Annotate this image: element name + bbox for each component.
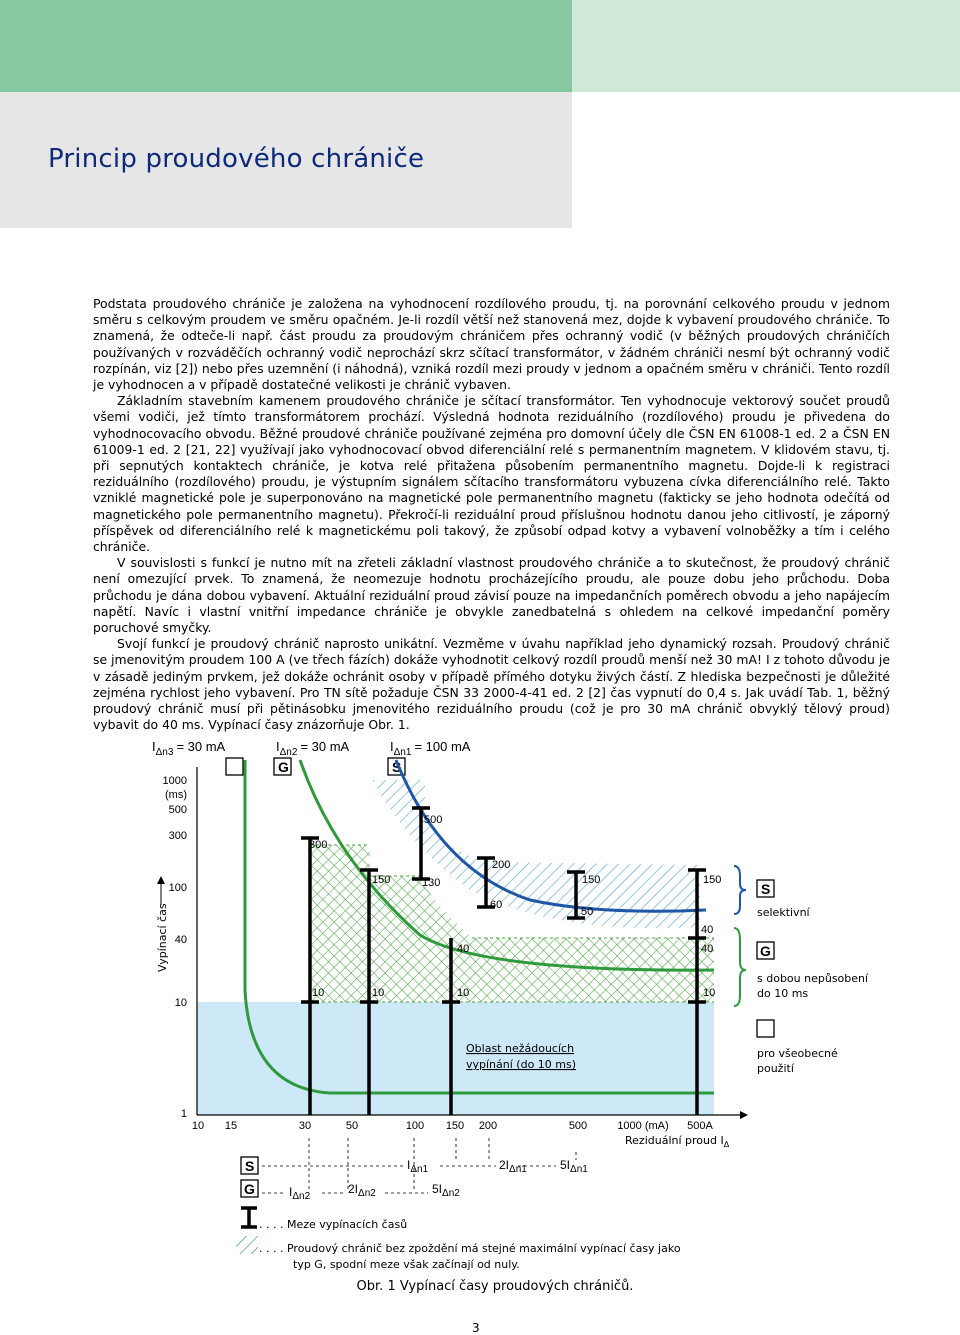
paragraph-4: Svojí funkcí je proudový chránič naprosto unikátní. Vezměme v úvahu například jeho dynamický rozsah. Proudový chránič se jmenovitým proudem 100 A (ve třech fázích) dokáže vyhodnotit celkový rozdíl proudů menší než 30 mA! I z tohoto důvodu je v zásadě jediným prvkem, jež dokáže ochránit osoby v případě přímého dotyku živých částí. Z hlediska bezpečnosti je důležité zejména rychlost jeho vybavení. Pro TN sítě požaduje ČSN 33 2000-4-41 ed. 2 [2] čas vypnutí do 0,4 s. Jak uvádí Tab. 1, běžný proudový chránič musí při pětinásobku jmenovitého reziduálního proudu (což je pro 30 mA chránič obvyklý tělový proud) vybavit do 40 ms. Vypínací časy znázorňuje Obr. 1. bbox=[93, 636, 890, 733]
header-band bbox=[0, 0, 960, 228]
tripping-time-chart bbox=[0, 730, 960, 1290]
point-label: 500 bbox=[424, 814, 443, 826]
unwanted-trip-zone bbox=[197, 1002, 714, 1115]
g-mult-2: $2I_{\Delta n2}$ bbox=[348, 1182, 376, 1199]
point-label: 200 bbox=[492, 859, 511, 871]
x-tick-1000ma: 1000 (mA) bbox=[617, 1120, 669, 1132]
x-tick-100: 100 bbox=[405, 1120, 425, 1132]
key-hatch-text-2: typ G, spodní meze však začínají od nuly. bbox=[293, 1258, 520, 1271]
g-mult-1: $I_{\Delta n2}$ bbox=[289, 1185, 311, 1202]
legend-g-label-1: s dobou nepůsobení bbox=[757, 972, 869, 985]
g-brace bbox=[734, 928, 746, 1006]
y-tick-ms: (ms) bbox=[165, 789, 187, 801]
y-tick-10: 10 bbox=[174, 997, 187, 1009]
x-tick-500a: 500A bbox=[687, 1120, 713, 1132]
point-label: 40 bbox=[701, 924, 714, 936]
label-idn1: $I_{\Delta n1} = 100$ mA bbox=[390, 739, 471, 758]
y-axis-arrow-icon bbox=[157, 876, 165, 884]
y-tick-500: 500 bbox=[168, 804, 187, 816]
header-lightgreen-bar bbox=[572, 0, 960, 92]
point-label: 150 bbox=[703, 874, 722, 886]
y-tick-300: 300 bbox=[168, 830, 187, 842]
box-general-icon bbox=[226, 758, 243, 775]
paragraph-1: Podstata proudového chrániče je založena na vyhodnocení rozdílového proudu, tj. na porovnání celkového proudu v jednom směru s celkovým proudem ve směru opačném. Je-li rozdíl větší než stanovená mez, dojde k vybavení proudového chrániče. To znamená, že odteče-li např. část proudu za proudovým chráničem přes ochranný vodič (v běžných proudových chráničích používaných v rozváděčích ochranný vodič neprochází skrz sčítací transformátor, v žádném chrániči nesmí být ochranný vodič rozpínán, viz [2]) nebo přes uzemnění (i náhodná), vzniká rozdíl mezi proudy v jednom a opačném směru v chrániči. Tento rozdíl je vyhodnocen a v případě dostatečné velikosti je chránič vybaven. bbox=[93, 296, 890, 393]
bottom-g-letter: G bbox=[244, 1181, 255, 1197]
x-tick-150: 150 bbox=[445, 1120, 465, 1132]
x-tick-50: 50 bbox=[345, 1120, 359, 1132]
figure-caption: Obr. 1 Vypínací časy proudových chráničů. bbox=[356, 1279, 634, 1294]
tripping-time-figure bbox=[0, 730, 960, 1290]
label-idn3: $I_{\Delta n3} = 30$ mA bbox=[152, 739, 226, 758]
point-label: 130 bbox=[422, 877, 441, 889]
legend-general-label-1: pro všeobecné bbox=[757, 1047, 838, 1060]
s-mult-2: $2I_{\Delta n1}$ bbox=[499, 1158, 527, 1175]
point-label: 150 bbox=[582, 874, 601, 886]
box-s-letter: S bbox=[392, 759, 402, 775]
page-title: Princip proudového chrániče bbox=[48, 144, 425, 174]
y-tick-100: 100 bbox=[168, 882, 187, 894]
paragraph-3: V souvislosti s funkcí je nutno mít na zřeteli základní vlastnost proudového chrániče a to skutečnost, že proudový chránič není omezující prvek. To znamená, že neomezuje hodnotu procházejícího proudu, ale pouze dobu jeho průchodu. Doba průchodu je dána dobou vybavení. Aktuální reziduální proud závisí pouze na impedančních poměrech obvodu a jeho napájecím napětí. Navíc i vlastní vnitřní impedance chrániče je obvykle zanedbatelná s ohledem na celkové impedanční poměry poruchové smyčky. bbox=[93, 555, 890, 636]
legend-general-label-2: použití bbox=[757, 1062, 794, 1075]
point-label: 10 bbox=[312, 987, 325, 999]
legend-general-icon bbox=[757, 1020, 774, 1037]
bottom-s-letter: S bbox=[245, 1158, 255, 1174]
s-mult-3: $5I_{\Delta n1}$ bbox=[560, 1158, 588, 1175]
point-label: 60 bbox=[490, 899, 503, 911]
x-tick-15: 15 bbox=[224, 1120, 238, 1132]
point-label: 150 bbox=[372, 874, 391, 886]
point-label: 40 bbox=[701, 943, 714, 955]
point-label: 10 bbox=[457, 987, 470, 999]
key-hatch-text-1: . . . . Proudový chránič bez zpoždění má stejné maximální vypínací časy jako bbox=[259, 1242, 681, 1255]
s-mult-1: $I_{\Delta n1}$ bbox=[407, 1158, 429, 1175]
point-label: 10 bbox=[703, 987, 716, 999]
legend-g-label-2: do 10 ms bbox=[757, 987, 809, 1000]
point-label: 10 bbox=[372, 987, 385, 999]
x-tick-200: 200 bbox=[478, 1120, 498, 1132]
point-label: 40 bbox=[457, 943, 470, 955]
key-limits-text: . . . . Meze vypínacích časů bbox=[259, 1218, 408, 1231]
y-axis-label: Vypínací čas bbox=[156, 903, 169, 972]
point-label: 50 bbox=[581, 906, 594, 918]
paragraph-2: Základním stavebním kamenem proudového chrániče je sčítací transformátor. Ten vyhodnocuje vektorový součet proudů všemi vodiči, jež tímto transformátorem prochází. Výsledná hodnota reziduálního (rozdílového) proudu je přivedena do vyhodnocovacího obvodu. Běžné proudové chrániče používané zejména pro domovní účely dle ČSN EN 61008-1 ed. 2 a ČSN EN 61009-1 ed. 2 [21, 22] využívají jako vyhodnocovací obvod diferenciální relé s permanentním magnetem. V klidovém stavu, tj. při sepnutých kontaktech chrániče, je kotva relé přitažena působením permanentního magnetu. Dojde-li k registraci reziduálního (rozdílového) proudu, je výstupním signálem sčítacího transformátoru vybuzena cívka diferenciálního relé. Takto vzniklé magnetické pole je superponováno na magnetické pole permanentního magnetu (fakticky se jeho hodnota odečítá od magnetického pole permanentního magnetu). Překročí-li reziduální proud příslušnou hodnotu danou jeho citlivostí, je záporný příspěvek od diferenciálního relé k magnetickému poli takový, že způsobí odpad kotvy a vybavení volnoběžky a tím i celého chrániče. bbox=[93, 393, 890, 555]
y-tick-1: 1 bbox=[180, 1108, 187, 1120]
legend-s-label: selektivní bbox=[757, 906, 810, 919]
body-text bbox=[93, 296, 890, 733]
x-tick-10: 10 bbox=[191, 1120, 205, 1132]
x-axis-arrow-icon bbox=[740, 1111, 748, 1119]
legend-g-letter: G bbox=[760, 943, 771, 959]
region-label-line1: Oblast nežádoucích bbox=[466, 1042, 575, 1055]
page-number: 3 bbox=[472, 1321, 480, 1335]
box-g-letter: G bbox=[278, 759, 289, 775]
key-limit-icon bbox=[241, 1208, 257, 1227]
legend-s-letter: S bbox=[761, 881, 771, 897]
g-mult-3: $5I_{\Delta n2}$ bbox=[432, 1182, 460, 1199]
header-green-bar bbox=[0, 0, 572, 92]
x-tick-500: 500 bbox=[568, 1120, 588, 1132]
s-brace bbox=[734, 866, 746, 914]
y-tick-40: 40 bbox=[174, 934, 187, 946]
y-tick-1000: 1000 bbox=[162, 775, 187, 787]
label-idn2: $I_{\Delta n2} = 30$ mA bbox=[276, 739, 350, 758]
point-label: 300 bbox=[309, 839, 328, 851]
x-tick-30: 30 bbox=[298, 1120, 312, 1132]
x-axis-label: Reziduální proud $I_\Delta$ bbox=[625, 1134, 730, 1149]
region-label-line2: vypínání (do 10 ms) bbox=[466, 1058, 577, 1071]
